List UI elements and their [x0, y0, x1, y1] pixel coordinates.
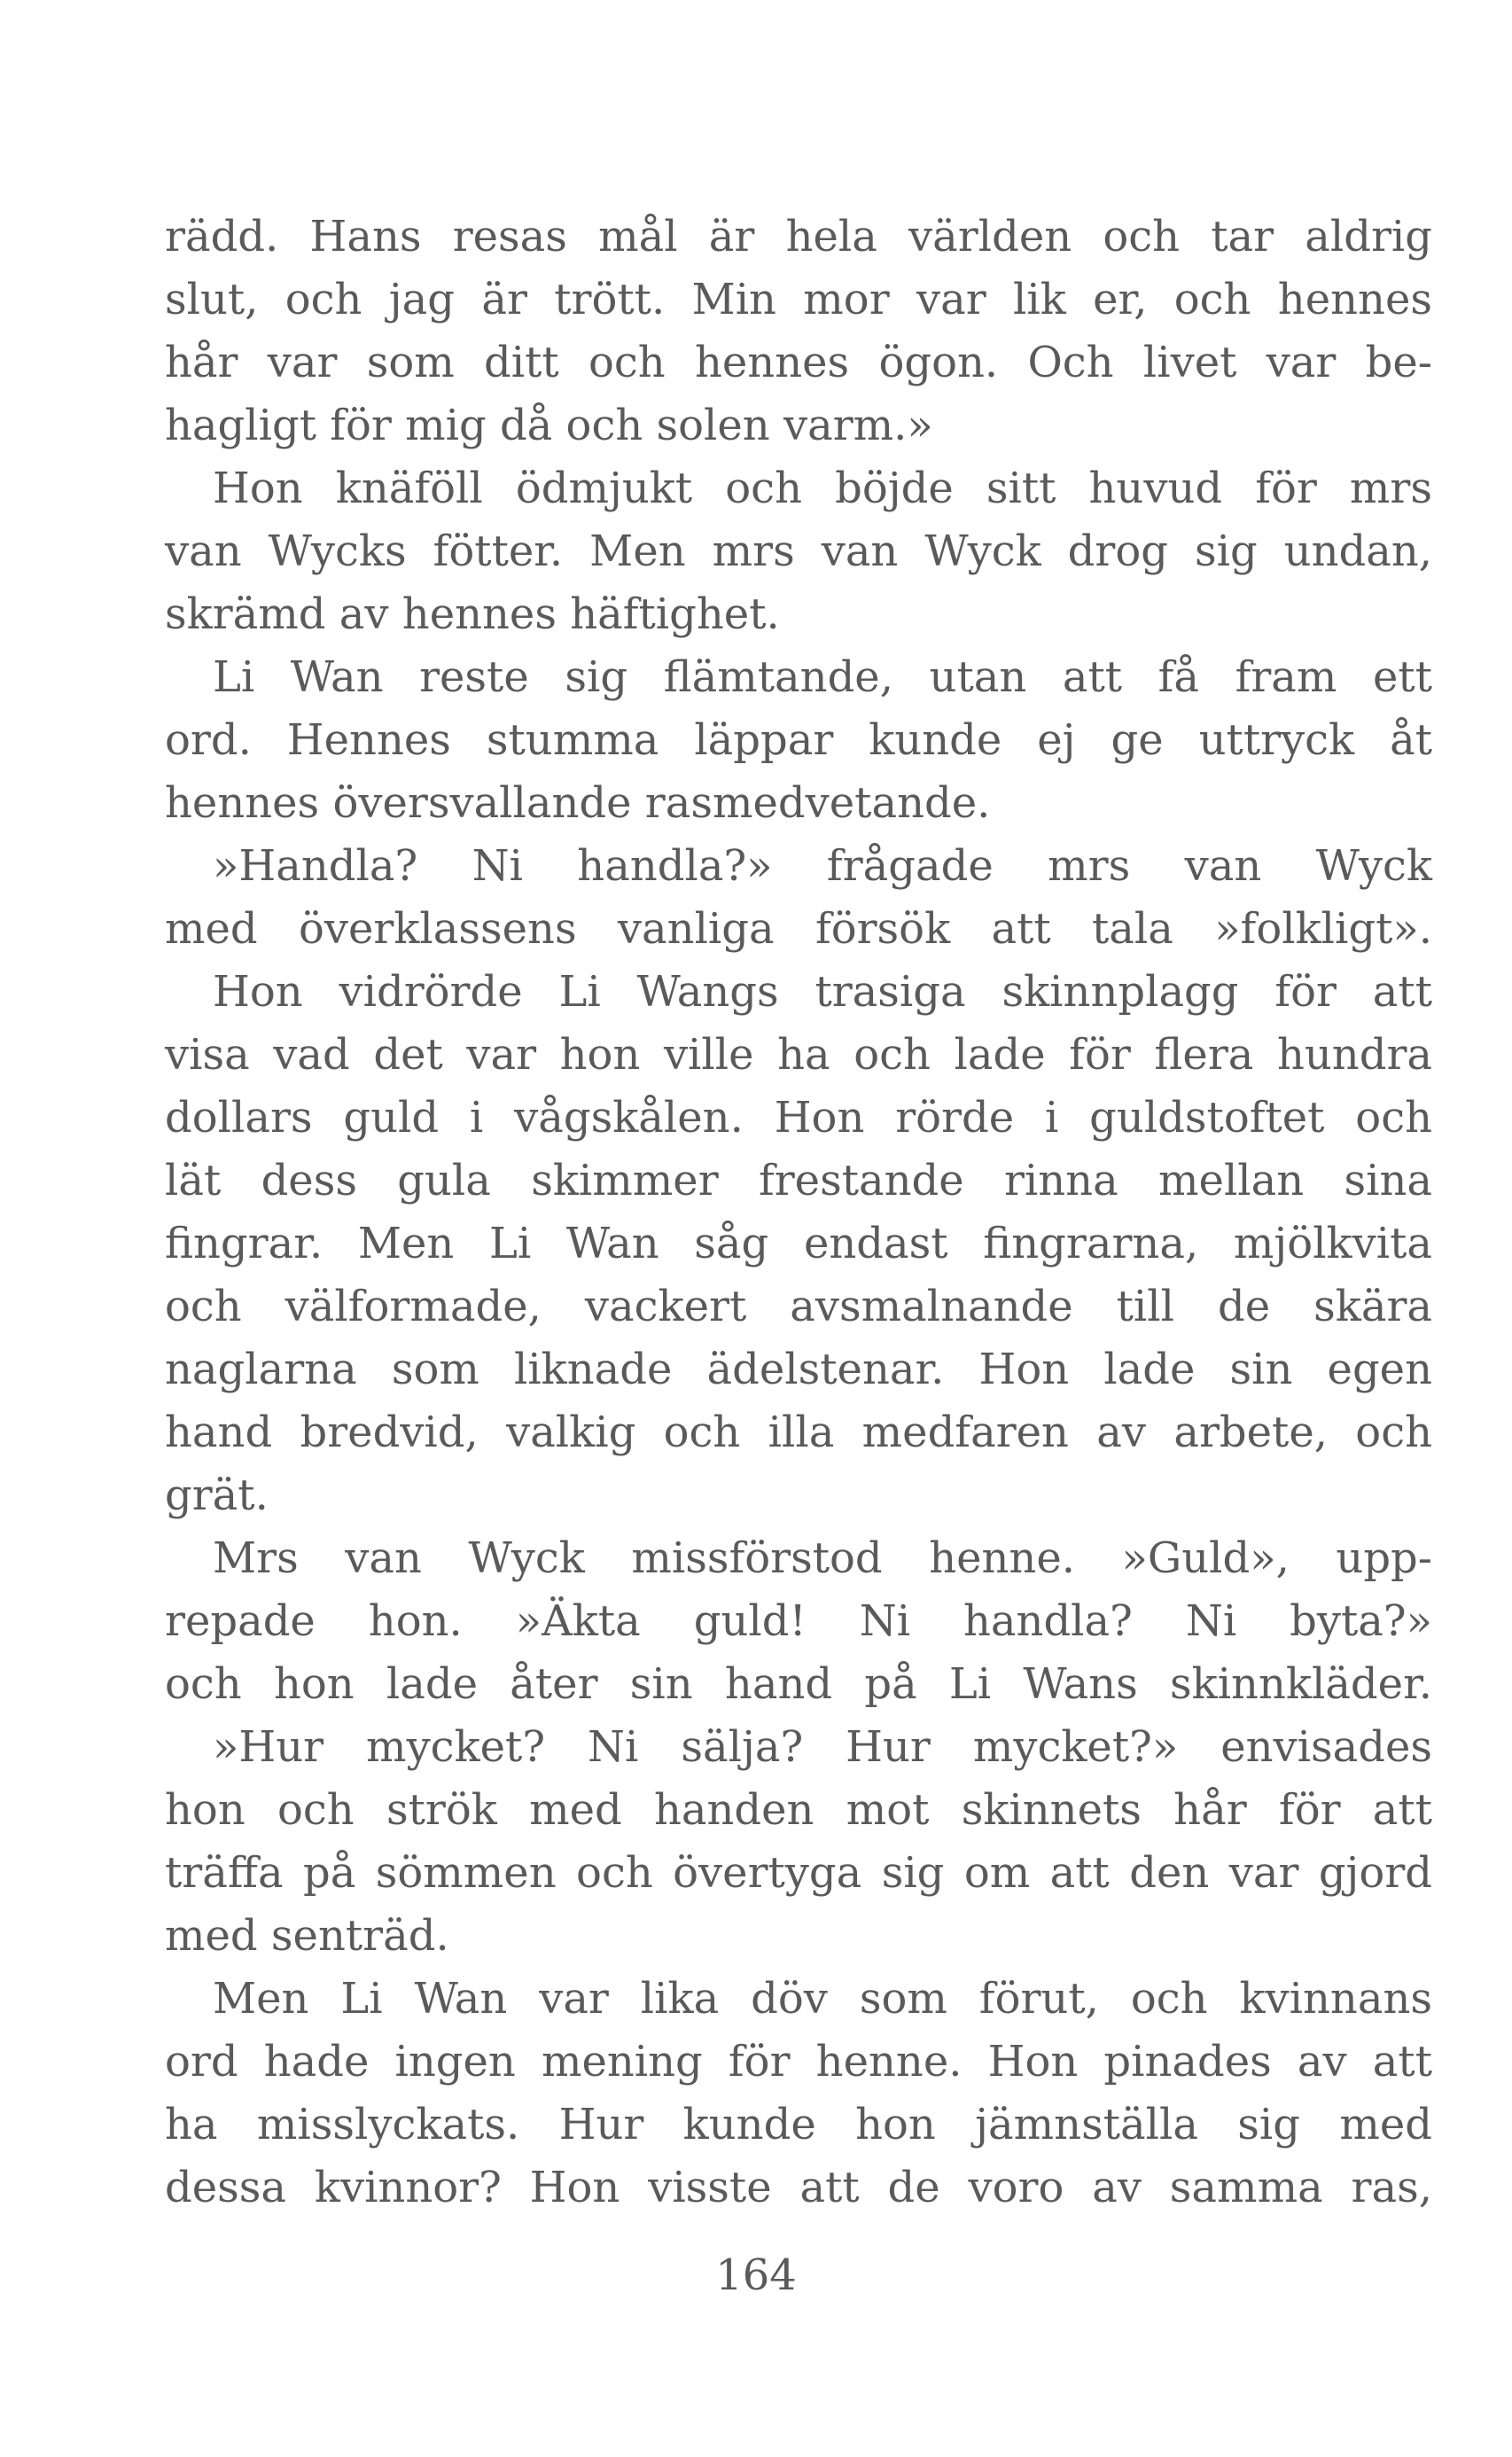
text-line: och välformade, vackert avsmalnande till de skära [165, 1282, 1432, 1331]
text-line: slut, och jag är trött. Min mor var lik er, och hennes [165, 275, 1432, 324]
text-line: dessa kvinnor? Hon visste att de voro av samma ras, [165, 2163, 1432, 2212]
text-line: träffa på sömmen och övertyga sig om att den var gjord [165, 1848, 1432, 1898]
text-line: ord. Hennes stumma läppar kunde ej ge uttryck åt [165, 715, 1432, 765]
text-line: »Handla? Ni handla?» frågade mrs van Wyck [213, 841, 1432, 891]
text-line: med överklassens vanliga försök att tala »folkligt». [165, 904, 1432, 954]
page-number: 164 [715, 2250, 797, 2300]
text-line: och hon lade åter sin hand på Li Wans skinnkläder. [165, 1659, 1432, 1709]
text-line: visa vad det var hon ville ha och lade för flera hundra [165, 1030, 1432, 1080]
text-line: hår var som ditt och hennes ögon. Och livet var be- [165, 338, 1432, 387]
text-line: hennes översvallande rasmedvetande. [165, 778, 991, 828]
text-line: hand bredvid, valkig och illa medfaren av arbete, och [165, 1408, 1432, 1457]
text-line: dollars guld i vågskålen. Hon rörde i guldstoftet och [165, 1093, 1432, 1143]
text-line: grät. [165, 1470, 269, 1520]
text-line: ha misslyckats. Hur kunde hon jämnställa sig med [165, 2100, 1432, 2149]
text-line: van Wycks fötter. Men mrs van Wyck drog sig undan, [165, 526, 1432, 576]
text-line: skrämd av hennes häftighet. [165, 589, 780, 639]
body-text [165, 206, 1432, 2219]
text-line: Hon knäföll ödmjukt och böjde sitt huvud för mrs [213, 464, 1432, 513]
text-line: Hon vidrörde Li Wangs trasiga skinnplagg för att [213, 967, 1432, 1017]
text-line: rädd. Hans resas mål är hela världen och tar aldrig [165, 212, 1432, 261]
text-line: naglarna som liknade ädelstenar. Hon lade sin egen [165, 1345, 1432, 1394]
text-line: ord hade ingen mening för henne. Hon pinades av att [165, 2037, 1432, 2086]
text-line: »Hur mycket? Ni sälja? Hur mycket?» envisades [213, 1722, 1432, 1772]
text-line: lät dess gula skimmer frestande rinna mellan sina [165, 1156, 1432, 1205]
text-line: hagligt för mig då och solen varm.» [165, 401, 933, 450]
text-line: hon och strök med handen mot skinnets hår för att [165, 1785, 1432, 1835]
text-line: Mrs van Wyck missförstod henne. »Guld», upp- [213, 1533, 1432, 1583]
text-line: repade hon. »Äkta guld! Ni handla? Ni byta?» [165, 1596, 1432, 1646]
text-line: Men Li Wan var lika döv som förut, och kvinnans [213, 1974, 1432, 2024]
text-line: med senträd. [165, 1911, 449, 1961]
text-line: Li Wan reste sig flämtande, utan att få fram ett [213, 652, 1432, 702]
text-line: fingrar. Men Li Wan såg endast fingrarna, mjölkvita [165, 1219, 1432, 1268]
